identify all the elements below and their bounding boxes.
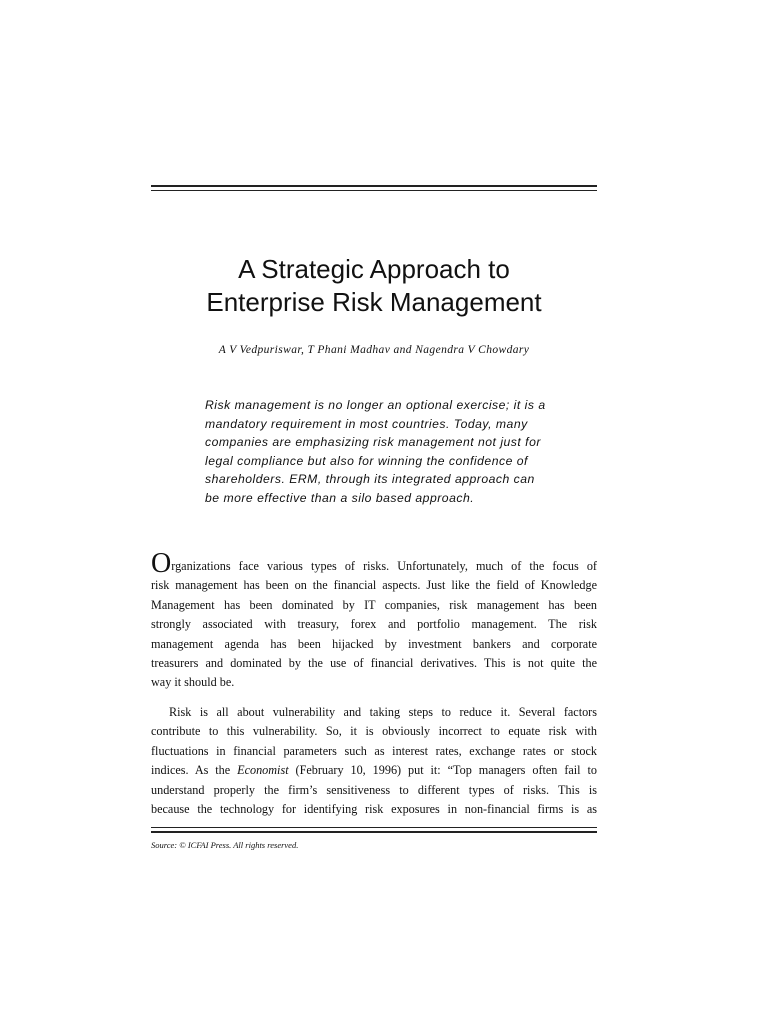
- paragraph-line: contribute to this vulnerability. So, it is obviously incorrect to equate risk with: [151, 724, 597, 739]
- paragraph-line: way it should be.: [151, 675, 235, 690]
- publication-name: Economist: [237, 763, 289, 778]
- paragraph-line-text: (February 10, 1996) put it: “Top managers often fail to: [288, 763, 597, 778]
- body-paragraph-2: [151, 703, 597, 819]
- paragraph-line: fluctuations in financial parameters such as interest rates, exchange rates or stock: [151, 743, 597, 758]
- paragraph-line: understand properly the firm’s sensitiveness to different types of risks. This is: [151, 782, 597, 797]
- top-rule-thin: [151, 190, 597, 191]
- abstract-line: shareholders. ERM, through its integrated approach can: [205, 472, 535, 486]
- paragraph-line: risk management has been on the financial aspects. Just like the field of Knowledge: [151, 578, 597, 593]
- abstract-line: be more effective than a silo based approach.: [205, 490, 475, 505]
- top-double-rule: [151, 185, 597, 193]
- article-abstract: [205, 396, 550, 507]
- abstract-line: companies are emphasizing risk management not just for: [205, 435, 541, 449]
- drop-cap: O: [151, 548, 172, 579]
- paragraph-line-text: indices. As the: [151, 763, 238, 778]
- paragraph-line-text: rganizations face various types of risks. Unfortunately, much of the focus of: [171, 559, 597, 573]
- paragraph-line: management agenda has been hijacked by investment bankers and corporate: [151, 636, 597, 651]
- top-rule-thick: [151, 185, 597, 187]
- paragraph-line: Management has been dominated by IT companies, risk management has been: [151, 597, 597, 612]
- paragraph-line: strongly associated with treasury, forex and portfolio management. The risk: [151, 617, 597, 632]
- article-title-line-2: Enterprise Risk Management: [206, 287, 542, 317]
- paragraph-line: treasurers and dominated by the use of financial derivatives. This is not quite the: [151, 656, 597, 671]
- abstract-line: Risk management is no longer an optional exercise; it is a: [205, 398, 546, 412]
- article-title-line-1: A Strategic Approach to: [238, 254, 510, 284]
- paragraph-line: [151, 548, 597, 579]
- bottom-rule-thin: [151, 827, 597, 828]
- abstract-line: mandatory requirement in most countries. Today, many: [205, 416, 528, 431]
- article-authors: A V Vedpuriswar, T Phani Madhav and Nagendra V Chowdary: [218, 344, 530, 356]
- source-footnote: Source: © ICFAI Press. All rights reserved.: [151, 840, 299, 850]
- paragraph-line: because the technology for identifying risk exposures in non-financial firms is as: [151, 802, 597, 817]
- bottom-double-rule: [151, 827, 597, 837]
- body-paragraph-1: [151, 548, 597, 693]
- abstract-line: legal compliance but also for winning the confidence of: [205, 453, 528, 468]
- paragraph-line: [151, 761, 597, 780]
- paragraph-line: Risk is all about vulnerability and taking steps to reduce it. Several factors: [169, 705, 597, 719]
- bottom-rule-thick: [151, 831, 597, 833]
